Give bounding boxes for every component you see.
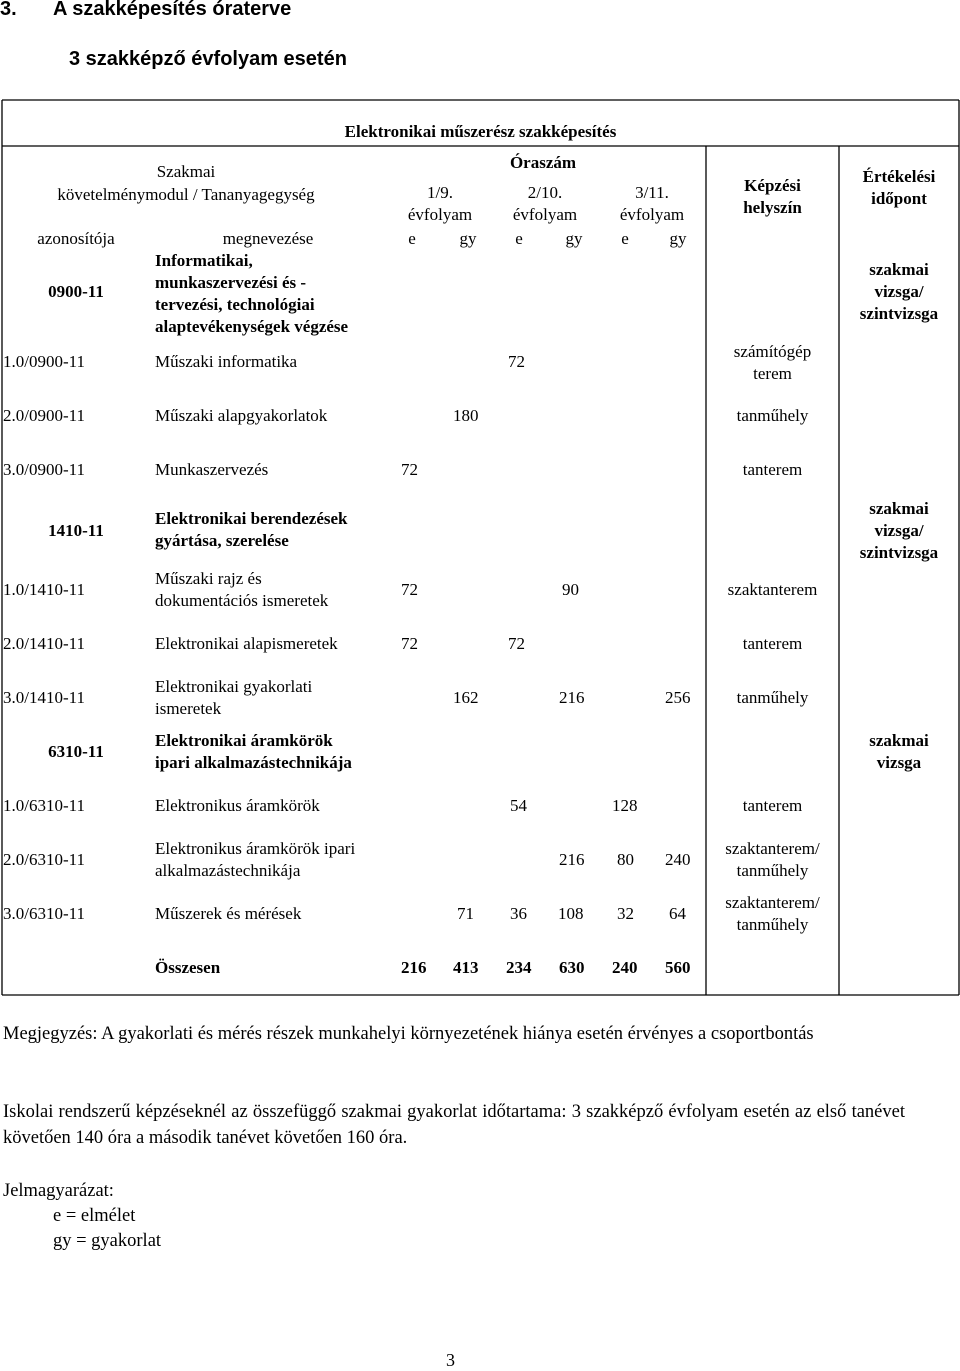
unit-id: 1.0/1410-11 [3,580,86,599]
unit-id: 1.0/0900-11 [3,352,86,371]
module-eval-line: szakmai [869,260,929,279]
unit-id: 2.0/0900-11 [3,406,86,425]
total-value: 413 [453,958,479,977]
year-3-label-line2: évfolyam [619,205,685,224]
module-name-line: ipari alkalmazástechnikája [155,753,352,772]
module-name-line: munkaszervezési és - [155,273,307,292]
year-2-label-line2: évfolyam [512,205,578,224]
unit-name-line: dokumentációs ismeretek [155,591,329,610]
total-value: 234 [506,958,532,977]
unit-name: Műszaki alapgyakorlatok [155,406,328,425]
module-name-line: Elektronikai áramkörök [155,731,333,750]
unit-place-line: tanműhely [736,406,809,425]
page-number: 3 [446,1350,455,1370]
module-eval-line: vizsga [876,753,922,772]
module-eval-line: szakmai [869,499,929,518]
hours-value: 256 [665,688,691,707]
hours-value: 162 [453,688,479,707]
col-header-gy3: gy [669,229,687,248]
total-label: Összesen [155,958,221,977]
unit-place-line: tanterem [742,634,803,653]
unit-name: Műszerek és mérések [155,904,302,923]
col-header-e3: e [621,229,629,248]
unit-name: Munkaszervezés [155,460,269,479]
unit-name-line: Műszaki rajz és [155,569,262,588]
section-number: 3. [0,0,17,20]
unit-name-line: Elektronikai gyakorlati [155,677,313,696]
module-id: 1410-11 [48,521,104,540]
unit-name: Műszaki informatika [155,352,298,371]
module-name-line: gyártása, szerelése [155,531,289,550]
unit-id: 3.0/1410-11 [3,688,86,707]
col-header-gy2: gy [565,229,583,248]
col-header-e2: e [515,229,523,248]
total-value: 560 [665,958,691,977]
unit-id: 2.0/6310-11 [3,850,86,869]
kepzesi-header-line2: helyszín [743,198,802,217]
hours-value: 36 [510,904,527,923]
hours-value: 80 [617,850,634,869]
legend-title: Jelmagyarázat: [3,1181,114,1201]
school-practice-paragraph: Iskolai rendszerű képzéseknél az összefüggő szakmai gyakorlat időtartama: 3 szakképző évfolyam esetén az első tanévet követően 140 óra a második tanévet követően 160 óra. [3,1102,905,1148]
hours-value: 72 [401,634,418,653]
hours-value: 216 [559,688,585,707]
hours-value: 32 [617,904,634,923]
module-id: 0900-11 [48,282,104,301]
module-eval-line: vizsga/ [874,521,924,540]
hours-value: 72 [508,352,525,371]
hours-value: 128 [612,796,638,815]
module-name-line: alaptevékenységek végzése [155,317,349,336]
unit-place-line: terem [753,364,792,383]
col-header-name: megnevezése [222,229,314,248]
hours-value: 71 [457,904,474,923]
col-header-id: azonosítója [37,229,115,248]
unit-id: 1.0/6310-11 [3,796,86,815]
module-name-line: Elektronikai berendezések [155,509,348,528]
hours-value: 64 [669,904,686,923]
unit-place-line: szaktanterem [727,580,818,599]
note-paragraph: Megjegyzés: A gyakorlati és mérés részek munkahelyi környezetének hiánya esetén érvényes a csoportbontás [3,1024,814,1044]
unit-place-line: szaktanterem/ [725,839,820,858]
col-header-e1: e [408,229,416,248]
hours-value: 72 [401,580,418,599]
oraszam-header: Óraszám [509,153,577,172]
hours-value: 90 [562,580,579,599]
unit-place-line: számítógép [733,342,812,361]
hours-value: 72 [508,634,525,653]
col-header-gy1: gy [459,229,477,248]
section-title: A szakképesítés óraterve [53,0,292,20]
hours-value: 72 [401,460,418,479]
module-name-line: Informatikai, [155,251,253,270]
unit-id: 2.0/1410-11 [3,634,86,653]
year-2-label-line1: 2/10. [527,183,563,202]
unit-id: 3.0/6310-11 [3,904,86,923]
hours-value: 180 [453,406,479,425]
unit-place-line: tanműhely [736,861,809,880]
section-heading [0,0,291,21]
year-1-label-line1: 1/9. [427,183,453,202]
hours-value: 240 [665,850,691,869]
module-header-line2: követelménymodul / Tananyagegység [57,185,315,204]
unit-place-line: tanterem [742,460,803,479]
year-1-label-line2: évfolyam [407,205,473,224]
table-caption: Elektronikai műszerész szakképesítés [344,122,617,141]
module-eval-line: vizsga/ [874,282,924,301]
ertekelesi-header-line1: Értékelési [862,167,936,186]
module-id: 6310-11 [48,742,104,761]
module-name-line: tervezési, technológiai [155,295,315,314]
unit-name: Elektronikai alapismeretek [155,634,338,653]
module-header-line1: Szakmai [156,162,216,181]
total-value: 630 [559,958,585,977]
legend-item: e = elmélet [53,1206,136,1226]
total-value: 240 [612,958,638,977]
unit-place-line: szaktanterem/ [725,893,820,912]
unit-id: 3.0/0900-11 [3,460,86,479]
hours-value: 216 [559,850,585,869]
module-eval-line: szakmai [869,731,929,750]
total-value: 216 [401,958,427,977]
hours-value: 54 [510,796,527,815]
unit-name-line: ismeretek [155,699,222,718]
unit-place-line: tanműhely [736,688,809,707]
module-eval-line: szintvizsga [859,304,939,323]
hours-value: 108 [558,904,584,923]
module-eval-line: szintvizsga [859,543,939,562]
ertekelesi-header-line2: időpont [871,189,927,208]
kepzesi-header-line1: Képzési [744,176,801,195]
year-3-label-line1: 3/11. [635,183,669,202]
unit-name: Elektronikus áramkörök [155,796,320,815]
unit-name-line: Elektronikus áramkörök ipari [155,839,356,858]
section-subtitle: 3 szakképző évfolyam esetén [69,48,347,70]
unit-place-line: tanterem [742,796,803,815]
unit-place-line: tanműhely [736,915,809,934]
legend-item: gy = gyakorlat [53,1231,162,1251]
unit-name-line: alkalmazástechnikája [155,861,301,880]
